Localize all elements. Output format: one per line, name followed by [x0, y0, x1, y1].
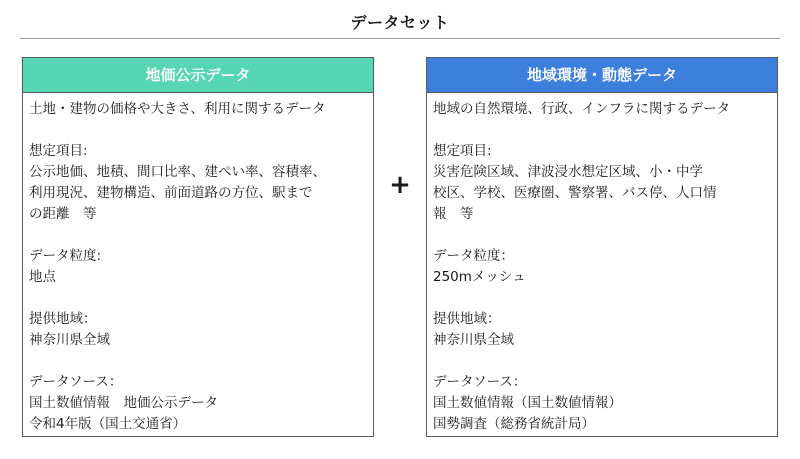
regional-environment-panel-header: 地域環境・動態データ — [427, 58, 777, 93]
land-price-panel-header: 地価公示データ — [23, 58, 373, 93]
regional-environment-granularity-value: 250mメッシュ — [433, 269, 526, 285]
regional-environment-items-line: 報 等 — [433, 206, 474, 222]
regional-environment-items-label: 想定項目: — [433, 143, 492, 159]
land-price-items-label: 想定項目: — [29, 143, 88, 159]
title-divider — [20, 38, 780, 39]
land-price-items-line: 公示地価、地積、間口比率、建ぺい率、容積率、 — [29, 164, 326, 180]
land-price-panel-body — [23, 93, 373, 435]
regional-environment-items-line: 校区、学校、医療圏、警察署、バス停、人口情 — [433, 185, 717, 201]
land-price-source-label: データソース： — [29, 374, 123, 390]
land-price-items-line: の距離 等 — [29, 206, 97, 222]
land-price-source-line: 令和4年版（国土交通省） — [29, 416, 187, 432]
land-price-region-value: 神奈川県全域 — [29, 332, 110, 348]
land-price-granularity-value: 地点 — [29, 269, 56, 285]
land-price-items-line: 利用現況、建物構造、前面道路の方位、駅まで — [29, 185, 313, 201]
plus-sign: + — [389, 170, 411, 200]
regional-environment-source-line: 国勢調査（総務省統計局） — [433, 416, 595, 432]
regional-environment-items-line: 災害危険区域、津波浸水想定区域、小・中学 — [433, 164, 703, 180]
land-price-region-label: 提供地域： — [29, 311, 97, 327]
page-title: データセット — [350, 13, 450, 32]
regional-environment-description: 地域の自然環境、行政、インフラに関するデータ — [433, 101, 730, 117]
land-price-panel — [22, 57, 374, 437]
regional-environment-panel — [426, 57, 778, 437]
regional-environment-region-label: 提供地域： — [433, 311, 501, 327]
land-price-source-line: 国土数値情報 地価公示データ — [29, 395, 218, 411]
land-price-description: 土地・建物の価格や大きさ、利用に関するデータ — [29, 101, 326, 117]
regional-environment-source-label: データソース： — [433, 374, 527, 390]
regional-environment-panel-body — [427, 93, 777, 435]
regional-environment-granularity-label: データ粒度： — [433, 248, 514, 264]
regional-environment-region-value: 神奈川県全域 — [433, 332, 514, 348]
regional-environment-source-line: 国土数値情報（国土数値情報） — [433, 395, 622, 411]
land-price-granularity-label: データ粒度: — [29, 248, 102, 264]
